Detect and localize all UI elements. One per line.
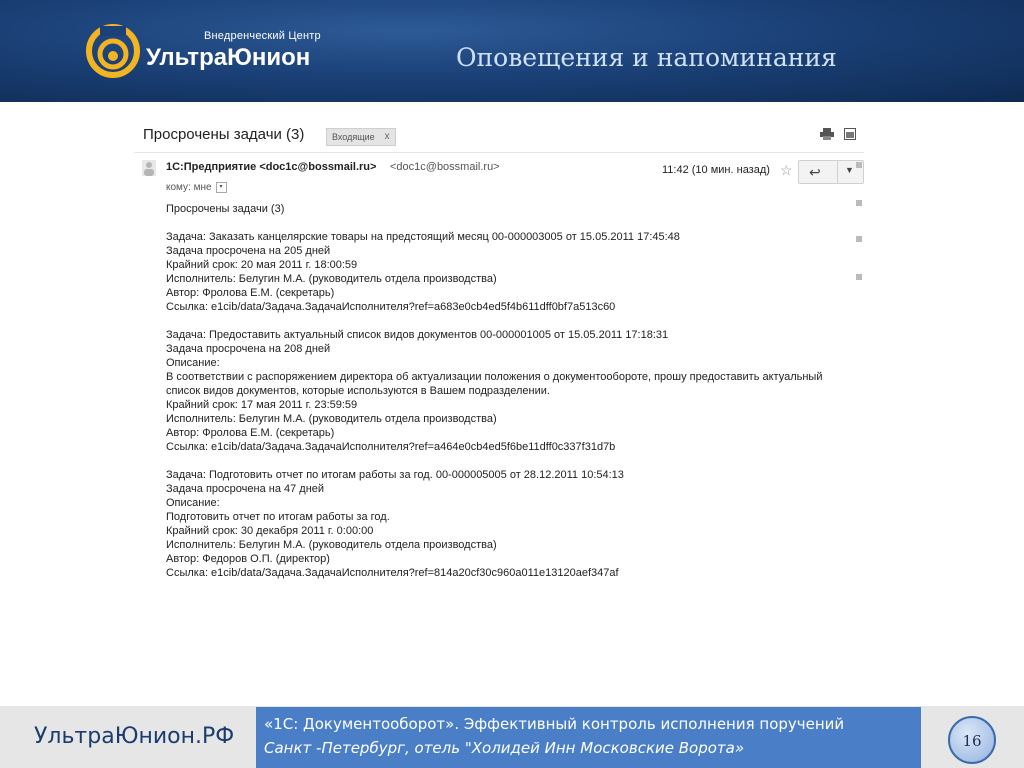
close-icon[interactable]: x [384, 131, 390, 142]
body-line: Задача просрочена на 208 дней [166, 343, 331, 355]
footer-site: УльтраЮнион.РФ [34, 724, 235, 749]
body-line: Крайний срок: 17 мая 2011 г. 23:59:59 [166, 399, 358, 411]
body-line: Автор: Фролова Е.М. (секретарь) [166, 427, 335, 439]
blank-line [166, 454, 856, 468]
body-line: Подготовить отчет по итогам работы за год. [166, 511, 390, 523]
sender-name: 1С:Предприятие <doc1c@bossmail.ru> [166, 161, 377, 173]
footer-event-location: Санкт -Петербург, отель "Холидей Инн Московские Ворота» [264, 739, 745, 757]
side-marker-icon [856, 274, 862, 280]
slide-header [0, 0, 1024, 102]
company-logo [86, 22, 326, 82]
body-line: Ссылка: e1cib/data/Задача.ЗадачаИсполнителя?ref=a683e0cb4ed5f4b611dff0bf7a513c60 [166, 301, 616, 313]
star-icon[interactable]: ☆ [780, 162, 793, 178]
email-toolbar [820, 128, 856, 140]
body-line: Крайний срок: 20 мая 2011 г. 18:00:59 [166, 259, 358, 271]
body-line: Описание: [166, 497, 220, 509]
footer-event-title: «1С: Документооборот». Эффективный контроль исполнения поручений [264, 715, 845, 733]
side-marker-icon [856, 200, 862, 206]
body-line: Исполнитель: Белугин М.А. (руководитель отдела производства) [166, 273, 497, 285]
avatar [142, 160, 156, 176]
body-line: В соответствии с распоряжением директора об актуализации положения о документообороте, прошу предоставить актуальный [166, 371, 823, 383]
body-line: Задача: Подготовить отчет по итогам работы за год. 00-000005005 от 28.12.2011 10:54:13 [166, 469, 624, 481]
reply-button[interactable] [798, 160, 864, 184]
details-dropdown-icon[interactable]: ▾ [216, 182, 227, 193]
recipient-label: кому: мне [166, 182, 212, 193]
body-line: Исполнитель: Белугин М.А. (руководитель отдела производства) [166, 413, 497, 425]
email-body [166, 202, 856, 580]
sender-row [142, 160, 856, 182]
body-line: Автор: Фролова Е.М. (секретарь) [166, 287, 335, 299]
side-marker-icon [856, 162, 862, 168]
body-line: Ссылка: e1cib/data/Задача.ЗадачаИсполнителя?ref=a464e0cb4ed5f6be11dff0c337f31d7b [166, 441, 616, 453]
chevron-down-icon[interactable]: ▼ [845, 165, 854, 175]
body-line: Описание: [166, 357, 220, 369]
body-line: Крайний срок: 30 декабря 2011 г. 0:00:00 [166, 525, 374, 537]
inbox-label[interactable] [326, 128, 396, 146]
inbox-label-text: Входящие [332, 132, 375, 142]
body-line: Ссылка: e1cib/data/Задача.ЗадачаИсполнителя?ref=814a20cf30c960a011e13120aef347af [166, 567, 619, 579]
logo-subtitle: Внедренческий Центр [204, 30, 321, 42]
recipient-row [166, 182, 227, 193]
side-icons [856, 162, 864, 302]
email-subject: Просрочены задачи (3) [143, 126, 305, 143]
body-line: Исполнитель: Белугин М.А. (руководитель отдела производства) [166, 539, 497, 551]
body-line: Просрочены задачи (3) [166, 203, 285, 215]
print-icon[interactable] [820, 128, 834, 140]
reply-icon: ↩ [809, 164, 821, 180]
body-line: Задача просрочена на 47 дней [166, 483, 325, 495]
logo-icon [86, 24, 140, 78]
logo-name: УльтраЮнион [146, 44, 311, 71]
page-number: 16 [962, 732, 982, 750]
body-line: список видов документов, которые используются в Вашем подразделении. [166, 385, 550, 397]
blank-line [166, 216, 856, 230]
email-screenshot [134, 122, 864, 582]
email-time: 11:42 (10 мин. назад) [662, 164, 770, 176]
body-line: Задача просрочена на 205 дней [166, 245, 331, 257]
person-icon [142, 160, 156, 176]
blank-line [166, 314, 856, 328]
slide-title: Оповещения и напоминания [456, 43, 837, 72]
new-window-icon[interactable] [844, 128, 856, 140]
body-line: Задача: Предоставить актуальный список видов документов 00-000001005 от 15.05.2011 17:18:31 [166, 329, 669, 341]
page-number-badge [948, 716, 996, 764]
body-line: Автор: Федоров О.П. (директор) [166, 553, 330, 565]
divider [134, 152, 864, 153]
divider [837, 161, 838, 183]
body-line: Задача: Заказать канцелярские товары на предстоящий месяц 00-000003005 от 15.05.2011 17:45:48 [166, 231, 680, 243]
sender-address: <doc1c@bossmail.ru> [390, 161, 500, 173]
side-marker-icon [856, 236, 862, 242]
